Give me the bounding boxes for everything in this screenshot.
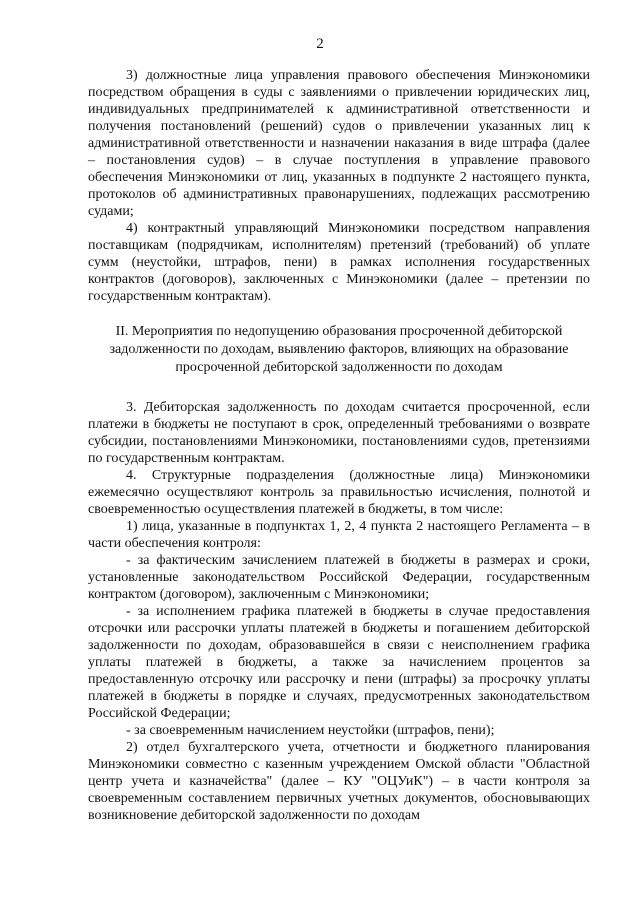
paragraph-item-3: 3) должностные лица управления правового обеспечения Минэкономики посредством обращения в суды с заявлениями о привлечении юридических лиц, индивидуальных предпринимателей к административной ответственности и получения постановлений (решений) судов о привлечении указанных лиц к административной ответственности и назначении наказания в виде штрафа (далее – постановления судов) – в случае поступления в управление правового обеспечения Минэкономики от лиц, указанных в подпункте 2 настоящего пункта, протоколов об административных правонарушениях, подлежащих рассмотрению судами; — [88, 68, 590, 219]
dash-item-3: - за своевременным начислением неустойки (штрафов, пени); — [126, 723, 495, 738]
section-heading: II. Мероприятия по недопущению образования просроченной дебиторской задолженности по доходам, выявлению факторов, влияющих на образование просроченной дебиторской задолженности по доходам — [109, 324, 569, 375]
document-body — [88, 67, 590, 824]
dash-item-2: - за исполнением графика платежей в бюджеты в случае предоставления отсрочки или рассрочки уплаты платежей в бюджеты и погашением дебиторской задолженности по доходам, образовавшейся в связи с неисполнением графика уплаты платежей в бюджеты, а также за начислением процентов за предоставленную отсрочку или рассрочку и пени (штрафы) за просрочку уплаты платежей в бюджеты в порядке и случаях, предусмотренных законодательством Российской Федерации; — [88, 604, 590, 721]
paragraph-4-2: 2) отдел бухгалтерского учета, отчетности и бюджетного планирования Минэкономики совместно с казенным учреждением Омской области "Областной центр учета и казначейства" (далее – КУ "ОЦУиК") – в части контроля за своевременным составлением первичных учетных документов, обосновывающих возникновение дебиторской задолженности по доходам — [88, 740, 590, 823]
paragraph-3: 3. Дебиторская задолженность по доходам считается просроченной, если платежи в бюджеты не поступают в срок, определенный требованиями о возврате субсидии, постановлениями Минэкономики, постановлениями судов, претензиями по государственным контрактам. — [88, 400, 590, 466]
paragraph-item-4: 4) контрактный управляющий Минэкономики посредством направления поставщикам (подрядчикам, исполнителям) претензий (требований) об уплате сумм (неустойки, штрафов, пени) в рамках исполнения государственных контрактов (договоров), заключенных с Минэкономики (далее – претензии по государственным контрактам). — [88, 221, 590, 304]
paragraph-4-1: 1) лица, указанные в подпунктах 1, 2, 4 пункта 2 настоящего Регламента – в части обеспечения контроля: — [88, 519, 590, 551]
page-number: 2 — [316, 36, 324, 52]
dash-item-1: - за фактическим зачислением платежей в бюджеты в размерах и сроки, установленные законодательством Российской Федерации, государственным контрактом (договором), заключенным с Минэкономики; — [88, 553, 590, 602]
paragraph-4: 4. Структурные подразделения (должностные лица) Минэкономики ежемесячно осуществляют контроль за правильностью исчисления, полнотой и своевременностью осуществления платежей в бюджеты, в том числе: — [88, 468, 590, 517]
